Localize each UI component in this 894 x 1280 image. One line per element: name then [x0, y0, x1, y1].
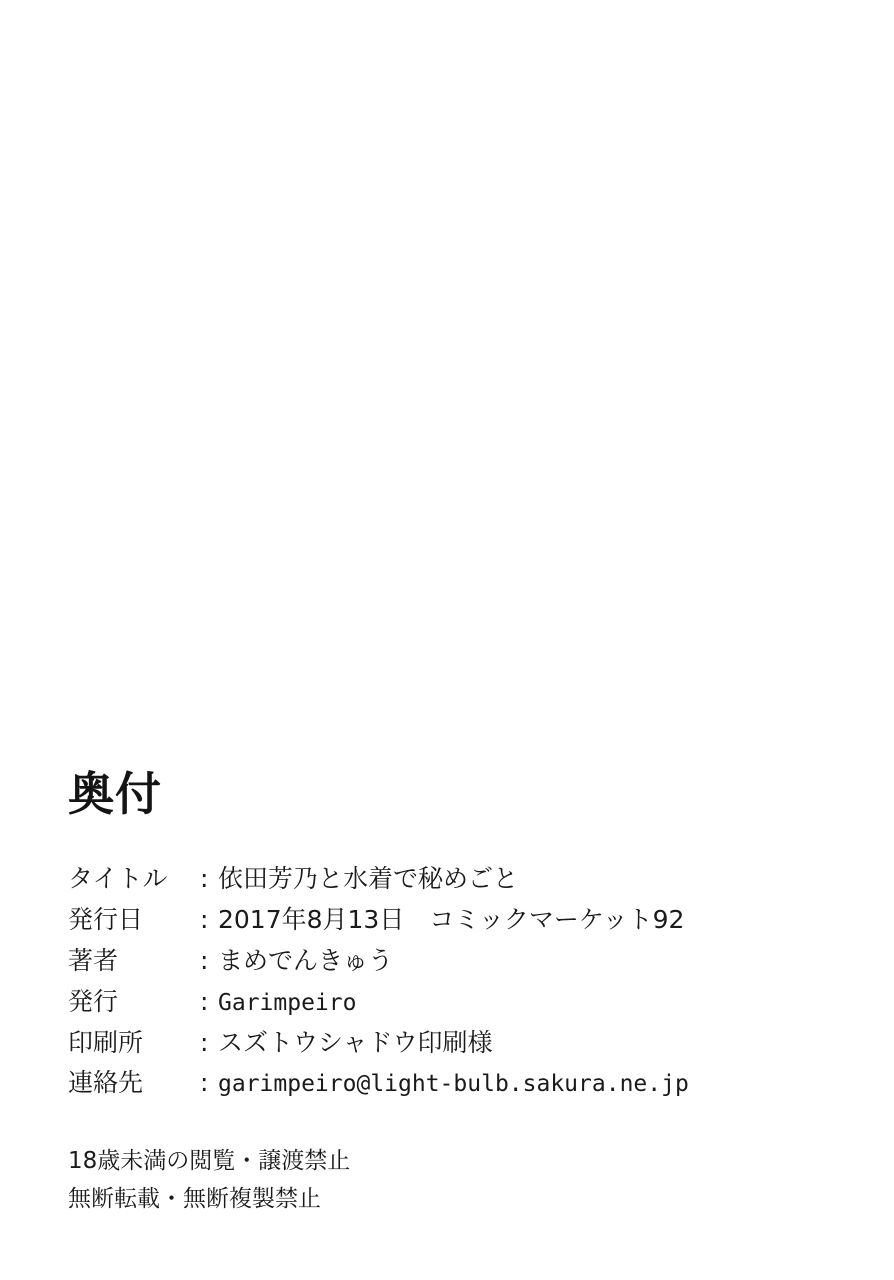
table-row: [68, 985, 689, 1026]
notices-block: [68, 1143, 828, 1219]
row-value: 2017年8月13日 コミックマーケット92: [218, 905, 685, 935]
colophon-block: [68, 767, 828, 1219]
table-row: [68, 903, 689, 944]
row-separator: :: [200, 905, 209, 935]
row-value: 依田芳乃と水着で秘めごと: [218, 864, 519, 894]
table-row: [68, 944, 689, 985]
row-value: スズトウシャドウ印刷様: [218, 1027, 493, 1057]
row-label: 印刷所: [68, 1027, 144, 1057]
notice-reproduction-ban: 無断転載・無断複製禁止: [68, 1186, 321, 1213]
colophon-info-table: [68, 862, 689, 1107]
colophon-info-body: [68, 862, 689, 1107]
table-row: [68, 1026, 689, 1067]
row-separator: :: [200, 1068, 209, 1098]
row-separator: :: [200, 945, 209, 975]
row-separator: :: [200, 986, 209, 1016]
row-separator: :: [200, 864, 209, 894]
row-value: Garimpeiro: [218, 989, 357, 1016]
notice-age-restriction: 18歳未満の閲覧・譲渡禁止: [68, 1148, 351, 1175]
row-label: タイトル: [68, 864, 168, 894]
row-label: 著者: [68, 945, 119, 975]
row-label: 連絡先: [68, 1068, 144, 1098]
row-label: 発行: [68, 986, 119, 1016]
contact-email-value: garimpeiro@light-bulb.sakura.ne.jp: [218, 1071, 689, 1098]
row-separator: :: [200, 1027, 209, 1057]
table-row: [68, 862, 689, 903]
row-value: まめでんきゅう: [218, 945, 394, 975]
table-row: [68, 1066, 689, 1107]
colophon-heading: 奥付: [68, 767, 162, 821]
row-label: 発行日: [68, 905, 144, 935]
